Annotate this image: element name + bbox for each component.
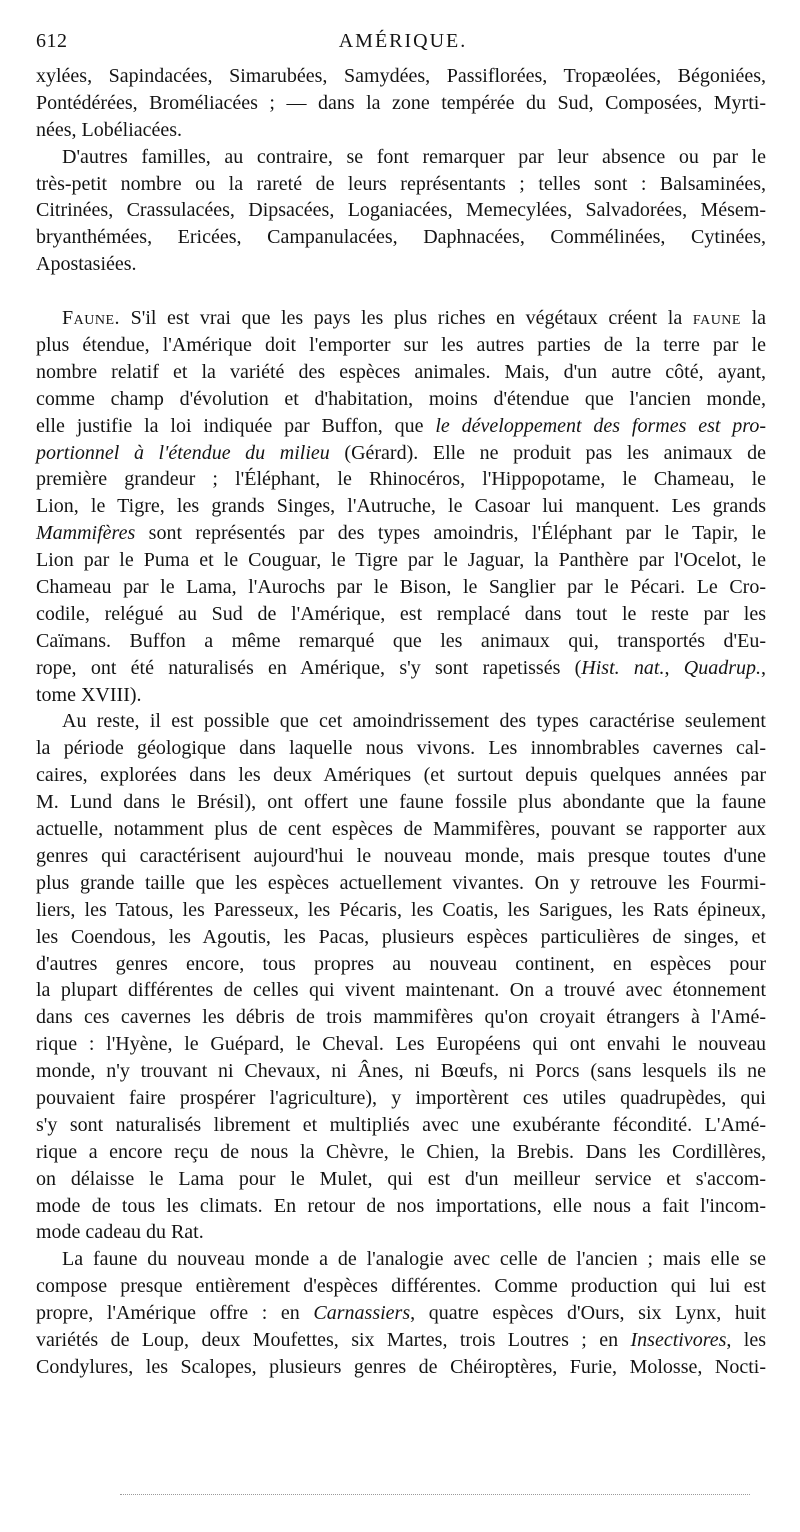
paragraph-spacer bbox=[36, 278, 766, 305]
text-run: sont représentés par des types amoindris, l'Éléphant par le Tapir, le bbox=[135, 522, 766, 545]
text-line: Au reste, il est possible que cet amoindrissement des types caractérise seulement bbox=[62, 710, 766, 733]
text-line bbox=[36, 655, 766, 682]
text-line: s'y sont naturalisés librement et multipliés avec une exubérante fécondité. L'Amé- bbox=[36, 1113, 766, 1136]
text-line bbox=[36, 1300, 766, 1327]
text-line: plus grande taille que les espèces actuellement vivantes. On y retrouve les Fourmi- bbox=[36, 871, 766, 894]
text-line: rique a encore reçu de nous la Chèvre, le Chien, la Brebis. Dans les Cordillères, bbox=[36, 1140, 766, 1163]
text-line: Citrinées, Crassulacées, Dipsacées, Loganiacées, Memecylées, Salvadorées, Mésem- bbox=[36, 199, 766, 222]
text-run: , quatre espèces d'Ours, six Lynx, huit bbox=[410, 1302, 766, 1325]
text-run-italic: Carnassiers bbox=[313, 1302, 411, 1325]
text-run: la bbox=[740, 307, 767, 330]
text-line: plus étendue, l'Amérique doit l'emporter sur les autres parties de la terre par le bbox=[36, 334, 766, 357]
section-title-faune: Faune. bbox=[62, 307, 121, 330]
text-line: première grandeur ; l'Éléphant, le Rhinocéros, l'Hippopotame, le Chameau, le bbox=[36, 468, 766, 491]
text-line: comme champ d'évolution et d'habitation, moins d'étendue que l'ancien monde, bbox=[36, 387, 766, 410]
text-line: la période géologique dans laquelle nous vivons. Les innombrables cavernes cal- bbox=[36, 737, 766, 760]
text-line: M. Lund dans le Brésil), ont offert une faune fossile plus abondante que la faune bbox=[36, 791, 766, 814]
page-number: 612 bbox=[36, 30, 68, 52]
text-line: la plupart différentes de celles qui vivent maintenant. On a trouvé avec étonnement bbox=[36, 979, 766, 1002]
text-line: La faune du nouveau monde a de l'analogie avec celle de l'ancien ; mais elle se bbox=[62, 1248, 766, 1271]
text-line: genres qui caractérisent aujourd'hui le nouveau monde, mais presque toutes d'une bbox=[36, 844, 766, 867]
text-line: d'autres genres encore, tous propres au nouveau continent, en espèces pour bbox=[36, 952, 766, 975]
text-line: caires, explorées dans les deux Amériques (et surtout depuis quelques années par bbox=[36, 764, 766, 787]
text-line bbox=[36, 440, 766, 467]
text-line: Apostasiées. bbox=[36, 253, 137, 276]
text-body bbox=[36, 63, 766, 1381]
text-run: , bbox=[761, 656, 766, 679]
text-line: actuelle, notamment plus de cent espèces de Mammifères, pouvant se rapporter aux bbox=[36, 818, 766, 841]
text-line bbox=[36, 413, 766, 440]
text-run-italic: Insectivores bbox=[630, 1328, 727, 1351]
text-line: les Coendous, les Agoutis, les Pacas, plusieurs espèces particulières de singes, et bbox=[36, 925, 766, 948]
text-line: Condylures, les Scalopes, plusieurs genres de Chéiroptères, Furie, Molosse, Nocti- bbox=[36, 1355, 766, 1378]
text-line: mode de tous les climats. En retour de nos importations, elle nous a fait l'incom- bbox=[36, 1194, 766, 1217]
text-line: dans ces cavernes les débris de trois mammifères qu'on croyait étrangers à l'Amé- bbox=[36, 1006, 766, 1029]
text-line bbox=[36, 520, 766, 547]
text-line: on délaisse le Lama pour le Mulet, qui est d'un meilleur service et s'accom- bbox=[36, 1167, 766, 1190]
text-line: Caïmans. Buffon a même remarqué que les animaux qui, transportés d'Eu- bbox=[36, 629, 766, 652]
page-header bbox=[36, 30, 770, 60]
text-line: pouvaient faire prospérer l'agriculture), y importèrent ces utiles quadrupèdes, qui bbox=[36, 1086, 766, 1109]
text-run-italic: Quadrup. bbox=[683, 656, 761, 679]
text-run: , bbox=[664, 656, 684, 679]
text-run-italic: portionnel à l'étendue du milieu bbox=[36, 441, 330, 464]
text-line: compose presque entièrement d'espèces différentes. Comme production qui lui est bbox=[36, 1275, 766, 1298]
text-run: S'il est vrai que les pays les plus riches en végétaux créent la bbox=[120, 307, 693, 330]
bleed-through-rule bbox=[120, 1494, 750, 1496]
text-run: elle justifie la loi indiquée par Buffon, que bbox=[36, 414, 436, 437]
text-run-italic: Mammifères bbox=[36, 522, 136, 545]
paragraph-flora-continuation bbox=[36, 63, 766, 144]
running-head: AMÉRIQUE. bbox=[338, 30, 468, 52]
text-run: (Gérard). Elle ne produit pas les animaux de bbox=[329, 441, 766, 464]
text-line: très-petit nombre ou la rareté de leurs représentants ; telles sont : Balsaminées, bbox=[36, 172, 766, 195]
text-run-smallcaps: faune bbox=[692, 307, 741, 330]
text-line: codile, relégué au Sud de l'Amérique, est remplacé dans tout le reste par les bbox=[36, 602, 766, 625]
text-line: Lion, le Tigre, les grands Singes, l'Autruche, le Casoar lui manquent. Les grands bbox=[36, 495, 766, 518]
paragraph-fossil-fauna bbox=[36, 708, 766, 1246]
text-run: propre, l'Amérique offre : en bbox=[36, 1302, 314, 1325]
text-run: variétés de Loup, deux Moufettes, six Martes, trois Loutres ; en bbox=[36, 1328, 631, 1351]
paragraph-faune bbox=[36, 305, 766, 708]
text-run: rope, ont été naturalisés en Amérique, s'y sont rapetissés ( bbox=[36, 656, 582, 679]
text-line bbox=[36, 305, 766, 332]
text-line: bryanthémées, Ericées, Campanulacées, Daphnacées, Commélinées, Cytinées, bbox=[36, 226, 766, 249]
text-line: rique : l'Hyène, le Guépard, le Cheval. Les Européens qui ont envahi le nouveau bbox=[36, 1033, 766, 1056]
text-line: Lion par le Puma et le Couguar, le Tigre par le Jaguar, la Panthère par l'Ocelot, le bbox=[36, 549, 766, 572]
text-line: nombre relatif et la variété des espèces animales. Mais, d'un autre côté, ayant, bbox=[36, 360, 766, 383]
text-run-italic: le développement des formes est pro- bbox=[435, 414, 766, 437]
text-line bbox=[36, 1327, 766, 1354]
text-line: Pontédérées, Broméliacées ; — dans la zone tempérée du Sud, Composées, Myrti- bbox=[36, 91, 766, 114]
text-line: mode cadeau du Rat. bbox=[36, 1221, 204, 1244]
text-line: monde, n'y trouvant ni Chevaux, ni Ânes, ni Bœufs, ni Porcs (sans lesquels ils ne bbox=[36, 1060, 766, 1083]
text-run: , les bbox=[726, 1328, 766, 1351]
text-line: D'autres familles, au contraire, se font remarquer par leur absence ou par le bbox=[62, 145, 766, 168]
text-line: nées, Lobéliacées. bbox=[36, 118, 183, 141]
paragraph-new-world-fauna bbox=[36, 1246, 766, 1380]
text-run-italic: Hist. nat. bbox=[581, 656, 665, 679]
text-line: Chameau par le Lama, l'Aurochs par le Bison, le Sanglier par le Pécari. Le Cro- bbox=[36, 576, 766, 599]
paragraph-absent-families bbox=[36, 144, 766, 278]
text-line: tome XVIII). bbox=[36, 683, 142, 706]
text-line: liers, les Tatous, les Paresseux, les Pécaris, les Coatis, les Sarigues, les Rats épineux, bbox=[36, 898, 766, 921]
text-line: xylées, Sapindacées, Simarubées, Samydées, Passiflorées, Tropæolées, Bégoniées, bbox=[36, 65, 766, 87]
